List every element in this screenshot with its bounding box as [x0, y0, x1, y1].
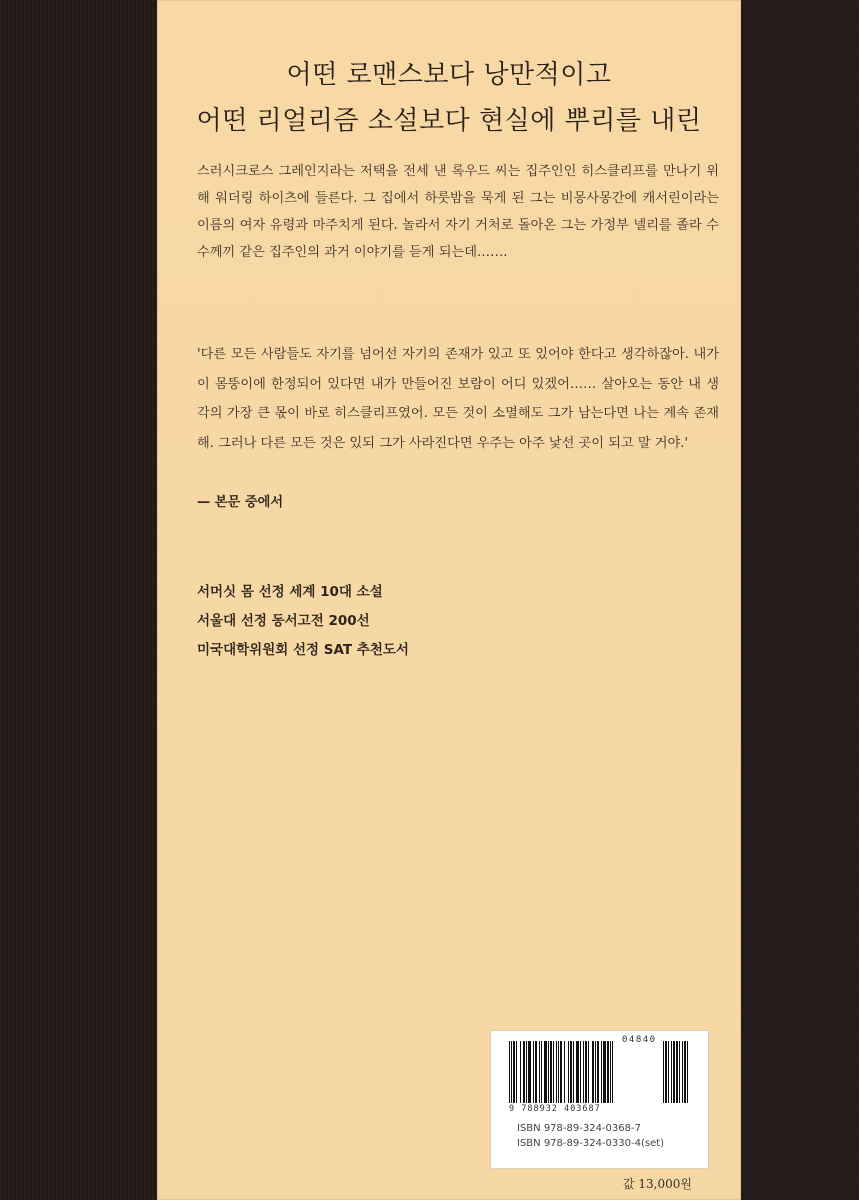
barcode-bar: [558, 1041, 559, 1103]
barcode-bar: [679, 1041, 680, 1103]
headline: [157, 52, 741, 144]
barcode-bar: [671, 1041, 672, 1103]
barcode-bar: [663, 1041, 664, 1103]
barcode-bar: [528, 1041, 531, 1103]
ean-digits: 9 788932 403687: [509, 1104, 601, 1114]
barcode-bar: [516, 1041, 517, 1103]
quote-source: — 본문 중에서: [197, 495, 284, 510]
award-item: 서머싯 몸 선정 세계 10대 소설: [197, 584, 383, 600]
barcode-bar: [535, 1041, 537, 1103]
barcode-bar: [533, 1041, 534, 1103]
isbn-main: ISBN 978-89-324-0368-7: [517, 1123, 641, 1134]
barcode-bar: [595, 1041, 596, 1103]
barcode-bar: [668, 1041, 669, 1103]
barcode-bar: [550, 1041, 552, 1103]
barcode-bar: [682, 1041, 683, 1103]
quote-paragraph: '다른 모든 사람들도 자기를 넘어선 자기의 존재가 있고 또 있어야 한다고 생각하잖아. 내가 이 몸뚱이에 한정되어 있다면 내가 만들어진 보람이 어디 있겠어…… 살아오는 동안 내 생각의 가장 큰 몫이 바로 히스클리프였어. 모든 것이 소멸해도 그가 남는다면 나는 계속 존재해. 그러나 다른 모든 것은 있되 그가 사라진다면 우주는 아주 낯선 곳이 되고 말 거야.': [197, 347, 719, 451]
barcode-bar: [687, 1041, 688, 1103]
barcode-bar: [564, 1041, 565, 1103]
barcode-bar: [526, 1041, 527, 1103]
synopsis-paragraph: 스러시크로스 그레인지라는 저택을 전세 낸 록우드 씨는 집주인인 히스클리프를 만나기 위해 워더링 하이츠에 들른다. 그 집에서 하룻밤을 묵게 된 그는 비몽사몽간에 캐서린이라는 이름의 여자 유령과 마주치게 된다. 놀라서 자기 거처로 돌아온 그는 가정부 넬리를 졸라 수수께끼 같은 집주인의 과거 이야기를 듣게 되는데…….: [197, 164, 719, 260]
ean-barcode: [509, 1041, 657, 1103]
isbn-set: ISBN 978-89-324-0330-4(set): [517, 1138, 665, 1149]
barcode-bar: [539, 1041, 540, 1103]
barcode-bar: [568, 1041, 569, 1103]
award-item: 미국대학위원회 선정 SAT 추천도서: [197, 642, 409, 658]
barcode-bar: [523, 1041, 525, 1103]
back-cover: [157, 0, 741, 1200]
barcode-bar: [576, 1041, 579, 1103]
price-label: 값 13,000원: [623, 1177, 692, 1191]
barcode-bar: [573, 1041, 574, 1103]
barcode-bar: [592, 1041, 594, 1103]
barcode-bar: [601, 1041, 602, 1103]
barcode-bar: [556, 1041, 557, 1103]
headline-line-1: 어떤 로맨스보다 낭만적이고: [286, 60, 612, 90]
award-item: 서울대 선정 동서고전 200선: [197, 613, 370, 629]
addon-barcode: [663, 1041, 693, 1103]
awards-list: [197, 578, 409, 665]
barcode-bar: [603, 1041, 606, 1103]
barcode-bar: [553, 1041, 554, 1103]
cover-left-edge: [0, 0, 157, 1200]
barcode-bar: [588, 1041, 589, 1103]
barcode-bar: [684, 1041, 686, 1103]
barcode-bar: [544, 1041, 547, 1103]
barcode-bar: [548, 1041, 549, 1103]
addon-code: 04840: [622, 1035, 657, 1045]
barcode-bar: [513, 1041, 515, 1103]
barcode-bar: [541, 1041, 542, 1103]
cover-right-edge: [741, 0, 859, 1200]
barcode-bar: [585, 1041, 587, 1103]
barcode-bar: [580, 1041, 581, 1103]
barcode-panel: [490, 1030, 709, 1169]
barcode-bar: [560, 1041, 562, 1103]
barcode-bar: [676, 1041, 678, 1103]
barcode-bar: [597, 1041, 599, 1103]
barcode-bar: [607, 1041, 609, 1103]
barcode-bar: [665, 1041, 667, 1103]
barcode-bar: [520, 1041, 521, 1103]
headline-line-2: 어떤 리얼리즘 소설보다 현실에 뿌리를 내린: [196, 106, 702, 136]
barcode-bar: [583, 1041, 584, 1103]
barcode-bar: [612, 1041, 613, 1103]
barcode-bar: [610, 1041, 611, 1103]
barcode-bar: [673, 1041, 675, 1103]
barcode-bar: [511, 1041, 512, 1103]
barcode-bar: [509, 1041, 510, 1103]
barcode-bar: [570, 1041, 572, 1103]
